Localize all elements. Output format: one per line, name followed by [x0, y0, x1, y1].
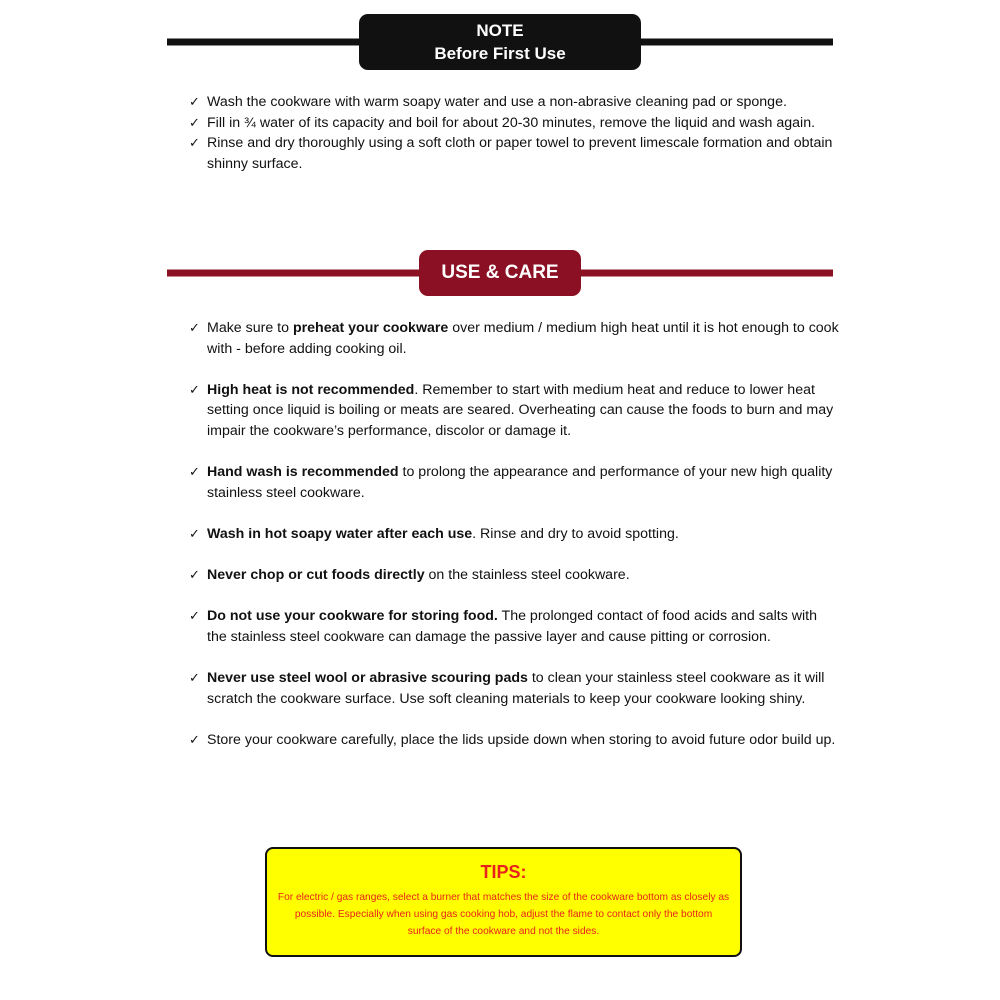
check-icon: ✓: [189, 525, 200, 541]
note-title: NOTE: [476, 21, 524, 40]
list-item: [189, 318, 839, 359]
list-item: [189, 380, 839, 442]
care-item-lead: preheat your cookware: [292, 320, 449, 336]
list-item: [189, 524, 839, 545]
care-item-rest: . Remember to start with medium heat and reduce to lower heat setting once liquid is boiling or meats are seared. Overheating can cause the foods to burn and may impair the cookware’s performance, discolor or damage it.: [207, 381, 834, 439]
care-item-lead: Hand wash is recommended: [207, 464, 399, 481]
care-item-lead: Never use steel wool or abrasive scouring pads: [207, 670, 528, 687]
care-item-lead: Never chop or cut foods directly: [207, 567, 425, 584]
check-icon: ✓: [189, 320, 200, 335]
care-item-rest: to clean your stainless steel cookware as it will scratch the cookware surface. Use soft cleaning materials to keep your cookware looking shiny.: [207, 670, 825, 707]
list-item: [189, 565, 839, 586]
care-list: [189, 318, 839, 771]
list-item: [189, 462, 839, 503]
check-icon: ✓: [189, 381, 200, 397]
list-item: [189, 606, 839, 647]
list-item: [189, 113, 839, 134]
note-item-text: Fill in ¾ water of its capacity and boil for about 20-30 minutes, remove the liquid and wash again.: [207, 114, 816, 131]
care-item-pre: Store your cookware carefully, place the lids upside down when storing to avoid future odor build up.: [207, 731, 836, 748]
check-icon: ✓: [189, 114, 200, 130]
note-item-text: Rinse and dry thoroughly using a soft cloth or paper towel to prevent limescale formation and obtain shinny surface.: [207, 135, 833, 172]
note-header: [167, 14, 833, 70]
check-icon: ✓: [189, 464, 200, 480]
care-item-rest: over medium / medium high heat until it is hot enough to cook with - before adding cooking oil.: [207, 320, 839, 357]
check-icon: ✓: [189, 567, 200, 583]
check-icon: ✓: [189, 94, 200, 109]
list-item: [189, 668, 839, 709]
list-item: [189, 730, 839, 751]
note-subtitle: Before First Use: [434, 44, 566, 63]
care-item-rest: on the stainless steel cookware.: [424, 567, 630, 584]
care-item-rest: . Rinse and dry to avoid spotting.: [472, 525, 679, 542]
check-icon: ✓: [189, 608, 200, 624]
list-item: [189, 92, 839, 113]
check-icon: ✓: [189, 670, 200, 686]
tips-title: TIPS:: [480, 862, 527, 882]
care-title: USE & CARE: [419, 250, 581, 296]
check-icon: ✓: [189, 731, 200, 747]
list-item: [189, 133, 839, 174]
care-header: [167, 250, 833, 296]
care-item-lead: Do not use your cookware for storing food.: [207, 608, 498, 625]
care-item-lead: High heat is not recommended: [207, 381, 415, 398]
tips-body: For electric / gas ranges, select a burner that matches the size of the cookware bottom as closely as possible. Especially when using gas cooking hob, adjust the flame to contact only the bottom surface of the cookware and not the sides.: [277, 892, 730, 937]
note-header-label: [359, 14, 641, 70]
care-item-pre: Make sure to: [207, 320, 293, 336]
care-item-rest: to prolong the appearance and performance of your new high quality stainless steel cookware.: [207, 464, 833, 501]
tips-box: [265, 847, 742, 957]
care-item-lead: Wash in hot soapy water after each use: [207, 525, 473, 542]
note-item-text: Wash the cookware with warm soapy water and use a non-abrasive cleaning pad or sponge.: [207, 94, 787, 110]
check-icon: ✓: [189, 135, 200, 151]
note-list: [189, 92, 839, 174]
care-item-rest: The prolonged contact of food acids and salts with the stainless steel cookware can damage the passive layer and cause pitting or corrosion.: [207, 608, 818, 645]
